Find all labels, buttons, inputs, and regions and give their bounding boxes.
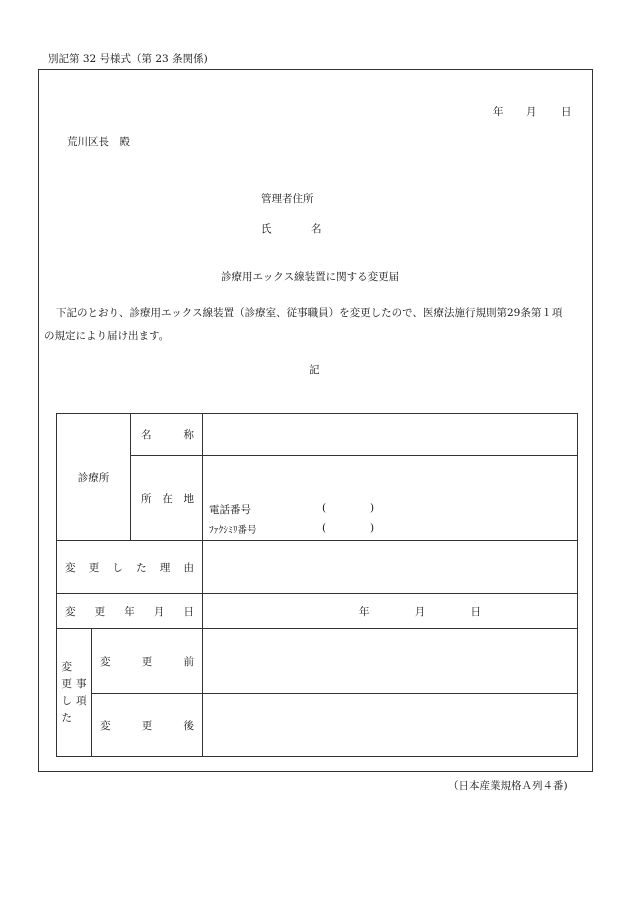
change-reason-label: 変 更 し た 理 由	[57, 541, 203, 594]
phone-paren-close: )	[370, 502, 375, 514]
manager-name-label-1: 氏	[261, 223, 272, 235]
manager-address-label: 管理者住所	[261, 193, 314, 205]
clinic-name-label: 名 称	[131, 414, 203, 456]
document-title: 診療用エックス線装置に関する変更届	[221, 271, 400, 283]
body-text-line-2: の規定により届け出ます。	[44, 330, 170, 342]
after-change-label: 変 更 後	[92, 694, 203, 757]
change-form-table	[56, 413, 578, 757]
clinic-label: 診療所	[57, 414, 131, 541]
fax-label: ﾌｧｸｼﾐﾘ番号	[209, 525, 257, 536]
change-reason-value[interactable]	[203, 541, 578, 594]
submission-month: 月	[526, 106, 537, 118]
before-change-value[interactable]	[203, 629, 578, 694]
phone-label: 電話番号	[209, 504, 251, 516]
before-change-label: 変 更 前	[92, 629, 203, 694]
changed-items-label: 変 更 し た 事 項	[57, 629, 92, 757]
change-date-value[interactable]: 年 月 日	[203, 594, 578, 629]
clinic-location-label: 所 在 地	[131, 456, 203, 541]
ki-heading: 記	[309, 364, 320, 376]
fax-paren-open: (	[322, 522, 327, 534]
form-number-header: 別記第 32 号様式（第 23 条関係)	[48, 53, 208, 65]
clinic-location-value[interactable]	[203, 456, 578, 541]
submission-day: 日	[561, 106, 572, 118]
paper-size-footer: （日本産業規格Ａ列４番)	[448, 780, 568, 792]
submission-year: 年	[493, 106, 504, 118]
manager-name-label-2: 名	[311, 223, 322, 235]
fax-paren-close: )	[370, 522, 375, 534]
addressee: 荒川区長 殿	[67, 136, 130, 148]
after-change-value[interactable]	[203, 694, 578, 757]
clinic-name-value[interactable]	[203, 414, 578, 456]
change-date-label: 変 更 年 月 日	[57, 594, 203, 629]
phone-paren-open: (	[322, 502, 327, 514]
body-text-line-1: 下記のとおり、診療用エックス線装置（診療室、従事職員）を変更したので、医療法施行規則第29条第１項	[56, 307, 563, 319]
